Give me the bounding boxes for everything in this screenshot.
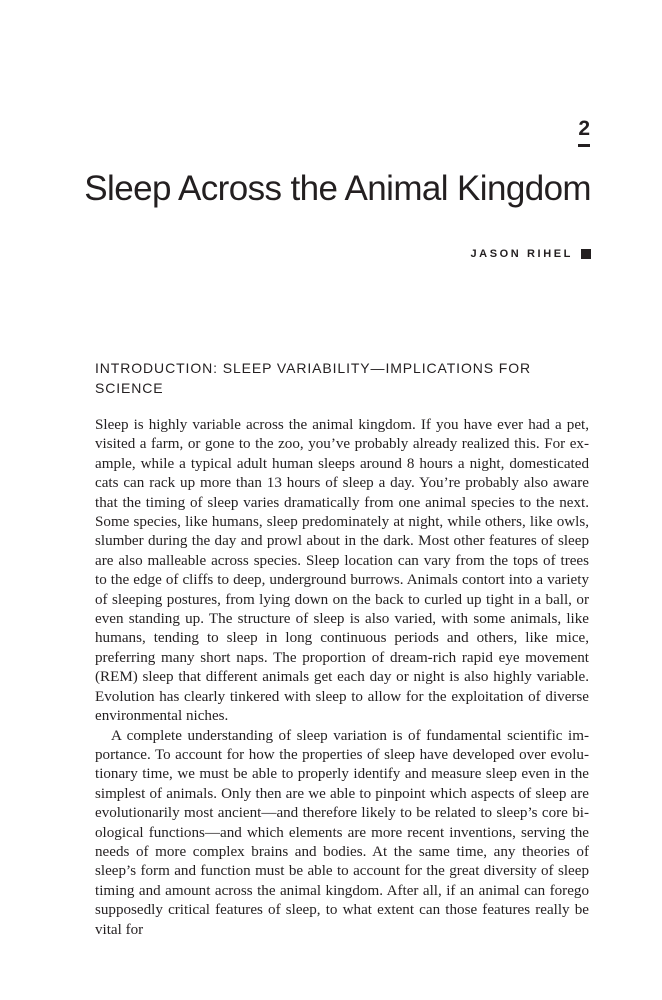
author-line [470,247,591,261]
chapter-number-rule [578,144,590,147]
chapter-title: Sleep Across the Animal Kingdom [84,169,591,208]
section-heading: INTRODUCTION: SLEEP VARIABILITY—IMPLICATIONS FOR SCIENCE [95,360,532,396]
body-paragraph-1: Sleep is highly variable across the animal kingdom. If you have ever had a pet, visited a farm, or gone to the zoo, you’ve probably already realized this. For example, while a typical adult human sleeps around 8 hours a night, domesticated cats can rack up more than 13 hours of sleep a day. You’re probably also aware that the timing of sleep varies dramatically from one animal species to the next. Some species, like humans, sleep predominately at night, while others, like owls, slumber during the day and prowl about in the dark. Most other features of sleep are also malleable across species. Sleep location can vary from the tops of trees to the edge of cliffs to deep, underground burrows. Animals contort into a variety of sleeping postures, from lying down on the back to curled up tight in a ball, or even standing up. The structure of sleep is also varied, with some animals, like humans, tending to sleep in long continuous periods and others, like mice, preferring many short naps. The proportion of dream-rich rapid eye movement (REM) sleep that different animals get each day or night is also highly variable. Evolution has clearly tinkered with sleep to allow for the exploitation of diverse environmental niches. [95,417,589,725]
chapter-number: 2 [578,117,590,140]
author-name: JASON RIHEL [470,248,573,260]
author-square-ornament [581,249,591,259]
body-paragraph-2: A complete understanding of sleep variation is of fundamental scientific importance. To account for how the properties of sleep have developed over evolutionary time, we must be able to properly identify and measure sleep even in the simplest of animals. Only then are we able to pinpoint which aspects of sleep are evolutionarily most ancient—and therefore likely to be related to sleep’s core biological functions—and which elements are more recent inventions, serving the needs of more complex brains and bodies. At the same time, any theories of sleep’s form and function must be able to account for the great diversity of sleep timing and amount across the animal kingdom. After all, if an animal can forego supposedly critical features of sleep, to what extent can those features really be vital for [95,727,589,938]
body-text [95,416,589,940]
